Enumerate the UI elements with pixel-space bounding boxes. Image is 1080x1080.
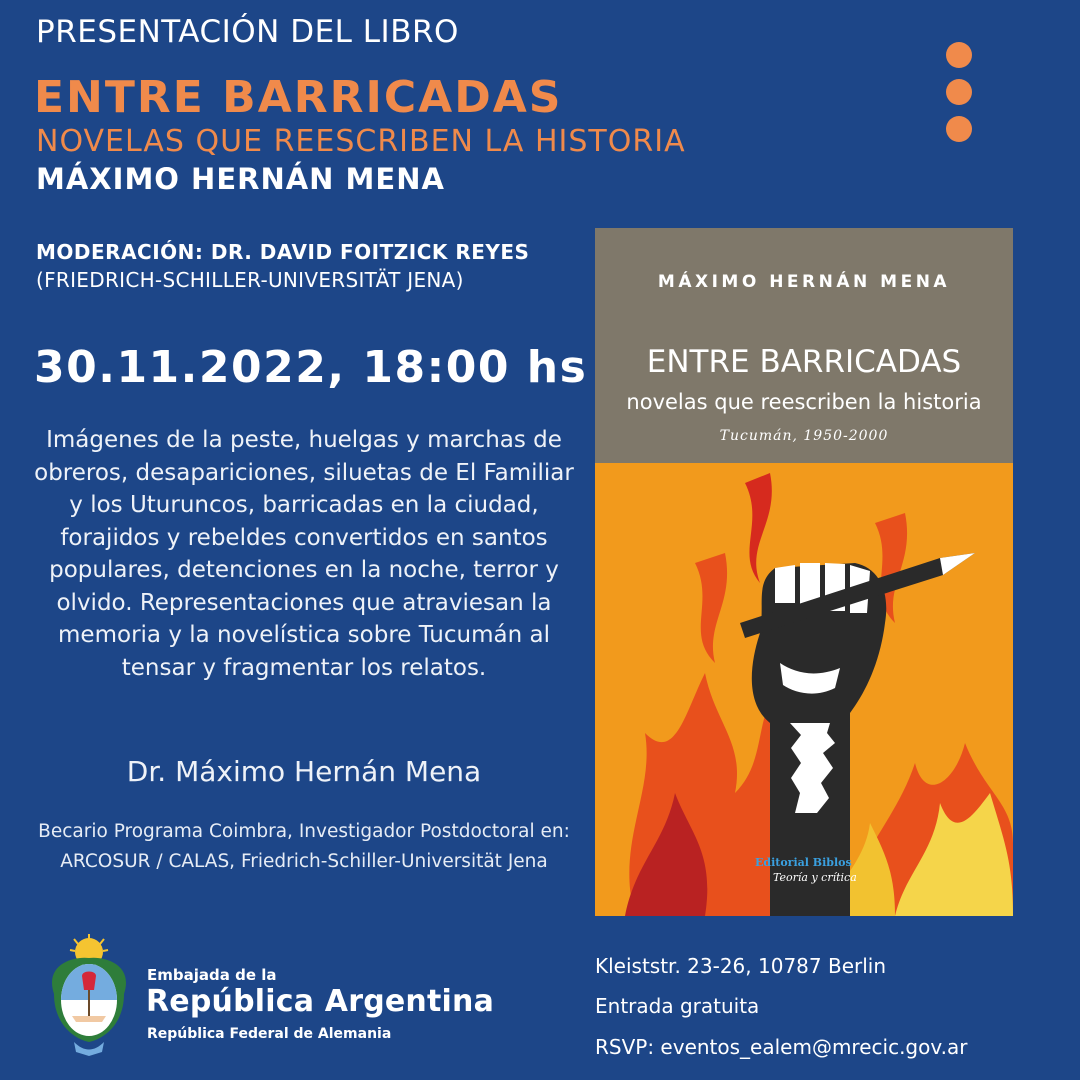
author-heading: MÁXIMO HERNÁN MENA xyxy=(36,162,445,196)
embassy-label: Embajada de la xyxy=(147,966,277,984)
moderation-affiliation: (FRIEDRICH-SCHILLER-UNIVERSITÄT JENA) xyxy=(36,268,464,292)
publisher-name: Editorial Biblos xyxy=(755,856,852,869)
decorative-dot-icon xyxy=(946,79,972,105)
moderation-line: MODERACIÓN: DR. DAVID FOITZICK REYES xyxy=(36,240,530,264)
speaker-name: Dr. Máximo Hernán Mena xyxy=(126,755,482,788)
event-datetime: 30.11.2022, 18:00 hs xyxy=(34,342,588,393)
book-cover-title: ENTRE BARRICADAS xyxy=(646,344,962,380)
embassy-host-country: República Federal de Alemania xyxy=(147,1026,392,1042)
book-title-heading: ENTRE BARRICADAS xyxy=(34,72,563,123)
decorative-dot-icon xyxy=(946,116,972,142)
book-cover-image xyxy=(595,228,1013,916)
rsvp-email-link[interactable]: RSVP: eventos_ealem@mrecic.gov.ar xyxy=(595,1035,968,1059)
publisher-series: Teoría y crítica xyxy=(773,871,857,884)
book-subtitle-heading: NOVELAS QUE REESCRIBEN LA HISTORIA xyxy=(36,124,686,159)
book-cover-subtitle: novelas que reescriben la historia xyxy=(626,390,982,414)
decorative-dot-icon xyxy=(946,42,972,68)
embassy-country: República Argentina xyxy=(146,984,495,1019)
speaker-bio: Becario Programa Coimbra, Investigador Postdoctoral en: ARCOSUR / CALAS, Friedrich-Schiller-Universität Jena xyxy=(38,821,570,872)
book-cover-place-dates: Tucumán, 1950-2000 xyxy=(719,428,889,444)
argentina-coat-of-arms-icon xyxy=(44,934,134,1058)
book-cover-author: MÁXIMO HERNÁN MENA xyxy=(657,272,951,292)
venue-address: Kleiststr. 23-26, 10787 Berlin xyxy=(595,954,887,978)
book-description: Imágenes de la peste, huelgas y marchas de obreros, desapariciones, siluetas de El Familiar y los Uturuncos, barricadas en la ciudad, forajidos y rebeldes convertidos en santos populares, detenciones en la noche, terror y olvido. Representaciones que atraviesan la memoria y la novelística sobre Tucumán al tensar y fragmentar los relatos. xyxy=(34,427,574,681)
event-type-heading: PRESENTACIÓN DEL LIBRO xyxy=(36,14,459,50)
fist-and-flames-illustration-icon xyxy=(595,463,1013,916)
entry-info: Entrada gratuita xyxy=(595,994,760,1018)
